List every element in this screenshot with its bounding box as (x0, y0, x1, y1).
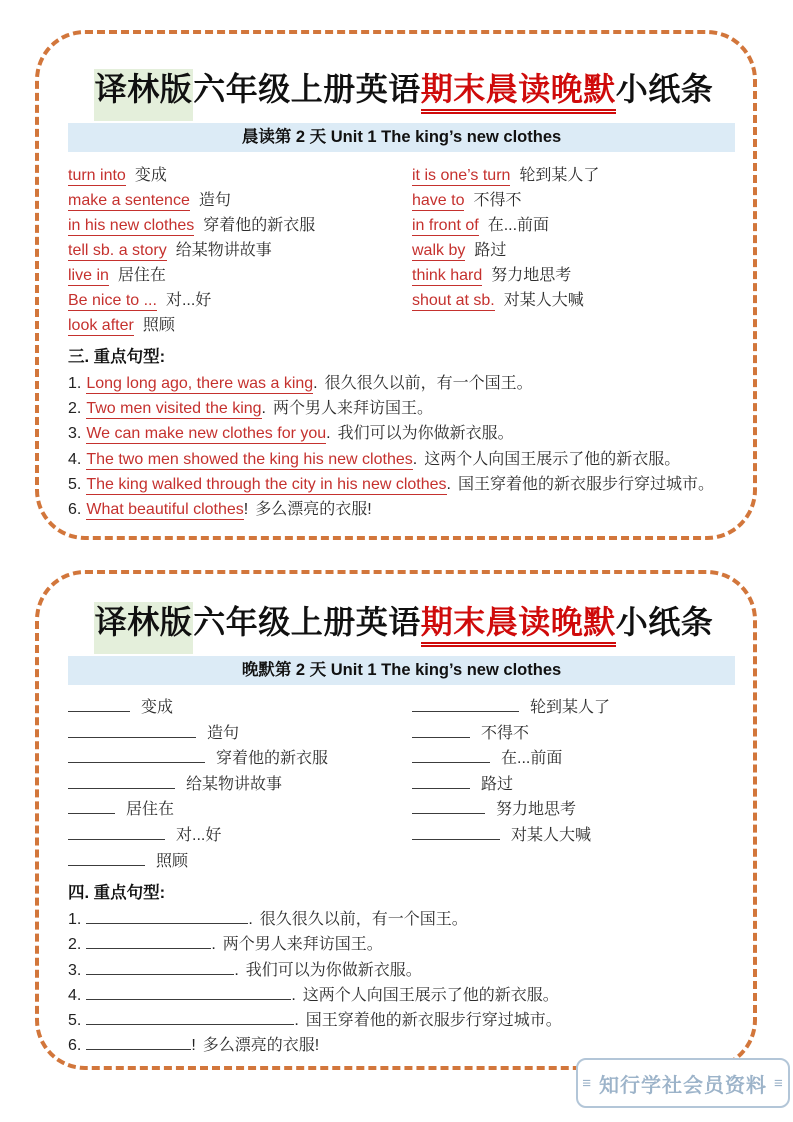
sentence-sep: . (234, 961, 239, 979)
answer-blank-line[interactable] (68, 723, 196, 738)
sentence-zh: 这两个人向国王展示了他的新衣服。 (302, 986, 559, 1004)
blank-zh: 穿着他的新衣服 (216, 750, 329, 768)
blank-row (68, 746, 412, 772)
blank-sentence-row (68, 1008, 739, 1033)
blank-zh: 努力地思考 (496, 801, 577, 819)
sentence-number: 5. (68, 1011, 82, 1029)
answer-blank-line[interactable] (412, 825, 500, 840)
phrase-column-left (68, 163, 412, 338)
blank-sentence-row (68, 907, 739, 932)
sentence-zh: 很久很久以前，有一个国王。 (324, 375, 533, 392)
phrase-en: shout at sb. (412, 292, 495, 309)
section-heading: 四. 重点句型: (68, 884, 166, 903)
sentence-zh: 两个男人来拜访国王。 (273, 400, 434, 418)
sentence-en: Two men visited the king (86, 400, 262, 418)
unit-banner: 晨读第 2 天 Unit 1 The king’s new clothes (68, 123, 735, 152)
blank-sentence-row (68, 1033, 739, 1058)
fill-blank-list (68, 695, 739, 874)
answer-blank-line[interactable] (86, 934, 211, 949)
blank-row (68, 849, 412, 875)
phrase-row (68, 313, 412, 338)
phrase-en: in front of (412, 217, 479, 234)
sentence-row (68, 371, 739, 396)
sentence-sep: . (248, 911, 253, 929)
sentence-number: 4. (68, 986, 82, 1004)
phrase-row (412, 163, 739, 188)
phrase-zh: 居住在 (117, 267, 166, 284)
sentence-zh: 国王穿着他的新衣服步行穿过城市。 (305, 1011, 562, 1029)
phrase-zh: 不得不 (473, 192, 522, 209)
sentence-row (68, 472, 739, 497)
phrase-zh: 对某人大喊 (503, 292, 584, 309)
sentence-sep: . (211, 936, 216, 954)
blank-row (68, 695, 412, 721)
sentence-sep: . (261, 400, 266, 418)
phrase-en: have to (412, 192, 465, 209)
answer-blank-line[interactable] (412, 697, 519, 712)
sentence-number: 6. (68, 501, 82, 519)
sentence-zh: 两个男人来拜访国王。 (222, 936, 383, 954)
phrase-column-right (412, 163, 739, 338)
sentence-sep: . (412, 450, 418, 468)
answer-blank-line[interactable] (86, 960, 234, 975)
sentence-row (68, 447, 739, 472)
blank-zh: 对某人大喊 (511, 826, 592, 844)
phrase-zh: 穿着他的新衣服 (203, 217, 316, 234)
phrase-en: live in (68, 267, 109, 284)
blank-zh: 轮到某人了 (530, 699, 611, 716)
morning-reading-card (35, 30, 757, 540)
blank-zh: 变成 (141, 699, 174, 716)
sentence-en: Long long ago, there was a king (86, 375, 314, 392)
blank-row (68, 772, 412, 798)
sentence-row (68, 421, 739, 446)
phrase-zh: 路过 (474, 242, 507, 259)
phrase-en: think hard (412, 267, 483, 284)
sentence-number: 3. (68, 425, 82, 443)
sentence-number: 5. (68, 475, 82, 493)
section-heading: 三. 重点句型: (68, 348, 166, 366)
title-mid-part: 六年级上册英语 (193, 71, 421, 107)
sentence-zh: 多么漂亮的衣服! (255, 501, 372, 519)
blank-row (412, 746, 739, 772)
watermark-right-mark-icon: ≡ (774, 1074, 784, 1092)
blank-row (68, 823, 412, 849)
blank-zh: 对...好 (176, 826, 222, 844)
answer-blank-line[interactable] (412, 799, 485, 814)
answer-blank-line[interactable] (68, 748, 205, 763)
sentence-sep: . (291, 986, 296, 1004)
title-highlighted-part: 译林版 (94, 602, 194, 654)
phrase-row (68, 213, 412, 238)
sentence-zh: 这两个人向国王展示了他的新衣服。 (424, 450, 681, 468)
sentence-number: 2. (68, 400, 82, 418)
sentence-number: 1. (68, 375, 82, 392)
sentence-number: 4. (68, 450, 82, 468)
blank-zh: 造句 (207, 724, 240, 742)
sentence-number: 3. (68, 961, 82, 979)
answer-blank-line[interactable] (412, 774, 470, 789)
evening-dictation-card (35, 570, 757, 1070)
phrase-row (68, 263, 412, 288)
title-highlighted-part: 译林版 (94, 69, 194, 121)
phrase-en: Be nice to ... (68, 292, 157, 309)
sentence-row (68, 396, 739, 421)
answer-blank-line[interactable] (68, 825, 165, 840)
blank-row (412, 695, 739, 721)
blank-row (412, 772, 739, 798)
blank-zh: 居住在 (126, 801, 175, 819)
watermark-left-mark-icon: ≡ (582, 1074, 592, 1092)
sentence-row (68, 497, 739, 522)
phrase-zh: 对...好 (165, 292, 212, 309)
sentence-en: We can make new clothes for you (86, 425, 327, 443)
phrase-zh: 在...前面 (487, 217, 550, 234)
blank-zh: 在...前面 (501, 750, 563, 768)
phrase-en: look after (68, 317, 134, 334)
blank-column-left (68, 695, 412, 874)
phrase-zh: 轮到某人了 (519, 167, 600, 184)
sentence-sep: . (294, 1011, 299, 1029)
answer-blank-line[interactable] (68, 774, 175, 789)
sentence-sep: . (313, 375, 318, 392)
title-tail-part: 小纸条 (615, 604, 714, 640)
blank-zh: 照顾 (156, 852, 189, 870)
phrase-row (68, 163, 412, 188)
blank-row (412, 797, 739, 823)
blank-sentence-row (68, 932, 739, 957)
answer-blank-line[interactable] (86, 909, 248, 924)
blank-row (68, 797, 412, 823)
sentence-zh: 国王穿着他的新衣服步行穿过城市。 (458, 475, 715, 493)
phrase-row (412, 238, 739, 263)
blank-column-right (412, 695, 739, 874)
answer-blank-line[interactable] (86, 985, 291, 1000)
answer-blank-line[interactable] (68, 799, 115, 814)
phrase-en: walk by (412, 242, 466, 259)
phrase-zh: 努力地思考 (491, 267, 572, 284)
blank-zh: 路过 (481, 775, 514, 793)
blank-sentence-row (68, 983, 739, 1008)
phrase-en: it is one’s turn (412, 167, 511, 184)
phrase-zh: 给某物讲故事 (175, 242, 272, 259)
sentence-number: 6. (68, 1037, 82, 1055)
phrase-en: turn into (68, 167, 126, 184)
phrase-row (68, 288, 412, 313)
answer-blank-line[interactable] (412, 748, 490, 763)
phrase-row (412, 213, 739, 238)
blank-row (412, 721, 739, 747)
answer-blank-line[interactable] (86, 1035, 191, 1050)
phrase-row (412, 188, 739, 213)
answer-blank-line[interactable] (68, 851, 145, 866)
phrase-row (412, 263, 739, 288)
blank-sentence-list (68, 907, 739, 1058)
sentence-list (68, 371, 739, 522)
phrase-row (68, 238, 412, 263)
sentence-en: The two men showed the king his new clothes (86, 450, 413, 468)
watermark-badge (576, 1058, 790, 1108)
sentence-sep: ! (191, 1037, 196, 1055)
phrase-zh: 变成 (134, 167, 167, 184)
answer-blank-line[interactable] (412, 723, 470, 738)
sentence-en: The king walked through the city in his new clothes (86, 475, 447, 493)
blank-sentence-row (68, 958, 739, 983)
title-red-underlined-part: 期末晨读晚默 (421, 71, 616, 114)
sentence-sep: . (326, 425, 331, 443)
sentence-en: What beautiful clothes (86, 501, 244, 519)
sentence-number: 1. (68, 911, 82, 929)
phrase-row (68, 188, 412, 213)
title-red-underlined-part: 期末晨读晚默 (421, 604, 616, 647)
sentence-zh: 我们可以为你做新衣服。 (337, 425, 514, 443)
sentence-sep: ! (243, 501, 249, 519)
card-title (68, 597, 739, 643)
blank-row (68, 721, 412, 747)
phrase-zh: 照顾 (142, 317, 175, 334)
watermark-text: 知行学社会员资料 (599, 1074, 767, 1097)
title-mid-part: 六年级上册英语 (193, 604, 421, 640)
sentence-zh: 我们可以为你做新衣服。 (245, 961, 422, 979)
phrase-row (412, 288, 739, 313)
sentence-zh: 很久很久以前，有一个国王。 (259, 911, 468, 929)
title-tail-part: 小纸条 (615, 71, 714, 107)
sentence-number: 2. (68, 936, 82, 954)
phrase-en: make a sentence (68, 192, 190, 209)
answer-blank-line[interactable] (86, 1010, 294, 1025)
phrase-list (68, 163, 739, 338)
blank-row (412, 823, 739, 849)
phrase-en: tell sb. a story (68, 242, 167, 259)
phrase-zh: 造句 (198, 192, 231, 209)
sentence-sep: . (446, 475, 451, 493)
answer-blank-line[interactable] (68, 697, 130, 712)
sentence-zh: 多么漂亮的衣服! (202, 1037, 320, 1055)
blank-zh: 给某物讲故事 (186, 775, 283, 793)
card-title (68, 64, 739, 110)
phrase-en: in his new clothes (68, 217, 195, 234)
unit-banner: 晚默第 2 天 Unit 1 The king’s new clothes (68, 656, 735, 685)
blank-zh: 不得不 (481, 724, 530, 742)
